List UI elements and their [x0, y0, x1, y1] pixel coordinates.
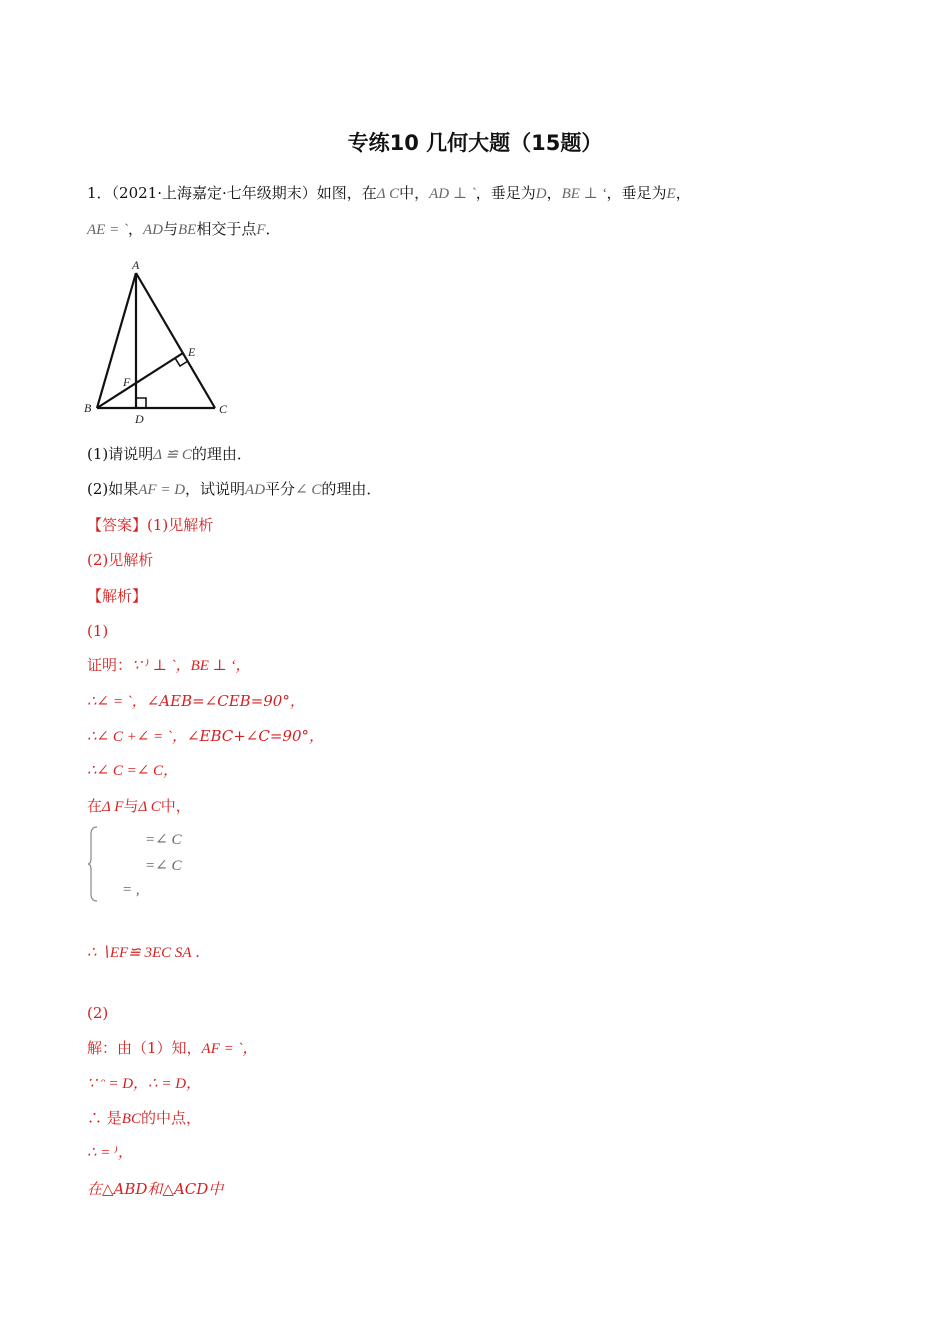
- solution-math: ∴∠ C +∠ = `: [87, 729, 172, 745]
- question-text: ，试说明: [185, 480, 246, 498]
- solution-text: 的中点，: [140, 1109, 201, 1127]
- solution-text: 与: [123, 797, 139, 815]
- solution-math: ∴∠ = `: [87, 694, 132, 710]
- side-ac: [136, 273, 215, 408]
- label-e: E: [188, 345, 196, 359]
- problem-text: 中，: [399, 184, 430, 202]
- problem-line-1: [87, 183, 691, 204]
- ad-perp-bc: AD ⊥ `: [429, 186, 476, 202]
- question-text: 平分: [265, 480, 296, 498]
- page-title: 专练10 几何大题（15题）: [347, 131, 603, 155]
- label-f: F: [123, 375, 131, 389]
- solution2-line-3: [87, 1108, 201, 1129]
- solution-math: = ,: [122, 882, 140, 898]
- right-angle-d: [136, 398, 146, 408]
- answer-1: (1)见解析: [147, 516, 214, 534]
- solution-math: Δ C: [138, 799, 161, 815]
- solution2-line-1: [87, 1038, 258, 1059]
- system-row-3: [122, 880, 140, 899]
- segment-be: BE: [177, 222, 197, 238]
- problem-text: 相交于点: [196, 220, 257, 238]
- problem-line-2: [87, 219, 281, 240]
- answer-2: (2)见解析: [87, 551, 154, 569]
- solution1-line-5: [87, 796, 191, 817]
- question-math: ∠ C: [295, 482, 322, 498]
- triangle-figure: [80, 255, 240, 430]
- problem-text: ，: [675, 184, 691, 202]
- question-text: 的理由．: [321, 480, 382, 498]
- answer-line: [87, 515, 213, 535]
- solution-math: ∵ ᵔ = D，∴ = D，: [87, 1076, 202, 1092]
- system-row-1: [145, 830, 181, 849]
- solution-math: AF = `，: [201, 1041, 258, 1057]
- solution-math: BC: [121, 1111, 141, 1127]
- question-text: (1)请说明: [87, 445, 154, 463]
- solution-math: ∴ = ⁾，: [87, 1145, 133, 1161]
- label-a: A: [132, 258, 140, 272]
- solution-text: ，∠AEB=∠CEB=90°，: [131, 692, 305, 710]
- solution-math: ∴ ∖EF≌ 3EC SA ．: [87, 945, 211, 961]
- problem-text: ，: [546, 184, 562, 202]
- problem-text: ．: [265, 220, 281, 238]
- point-e: E: [666, 186, 676, 202]
- point-d: D: [535, 186, 547, 202]
- segment-ad: AD: [142, 222, 163, 238]
- analysis-label: 【解析】: [87, 587, 148, 605]
- solution1-line-1: [87, 655, 251, 676]
- solution-text: 中，: [160, 797, 191, 815]
- solution-math: ∴∠ C =∠ C，: [87, 763, 179, 779]
- solution2-line-5: 在△ABD和△ACD中: [87, 1180, 224, 1198]
- question-math: AD: [245, 482, 266, 498]
- solution-math: =∠ C: [145, 832, 182, 848]
- problem-text: 与: [162, 220, 178, 238]
- question-math: Δ ≌ C: [153, 447, 192, 463]
- solution-text: ∴ 是: [87, 1109, 122, 1127]
- solution2-line-4: [87, 1142, 133, 1163]
- solution1-line-3: [87, 726, 324, 747]
- solution1-conclusion: [87, 942, 210, 963]
- question-1: [87, 444, 252, 465]
- system-brace: [88, 826, 98, 902]
- question-text: (2)如果: [87, 480, 139, 498]
- label-c: C: [219, 402, 228, 416]
- problem-source: （2021·上海嘉定·七年级期末）: [111, 184, 317, 202]
- question-math: AF = D: [138, 482, 186, 498]
- solution-text: 证明：: [87, 656, 133, 674]
- problem-number: 1．: [87, 184, 112, 202]
- ae-eq-be: AE = `: [87, 222, 128, 238]
- problem-text: ，: [127, 220, 143, 238]
- label-d: D: [135, 412, 144, 426]
- solution-math: ∵ ⁾ ⊥ `，BE ⊥ ‘，: [132, 658, 251, 674]
- solution-math: =∠ C: [145, 858, 182, 874]
- solution1-header: (1): [87, 622, 109, 640]
- solution-text: ，∠EBC+∠C=90°，: [171, 727, 325, 745]
- solution2-line-2: [87, 1073, 201, 1094]
- solution-math: Δ F: [102, 799, 124, 815]
- be-perp-ac: BE ⊥ ‘: [561, 186, 607, 202]
- point-f: F: [256, 222, 266, 238]
- solution1-line-2: [87, 691, 305, 712]
- problem-text: ，垂足为: [606, 184, 667, 202]
- triangle-abc: Δ C: [376, 186, 400, 202]
- answer-label: 【答案】: [87, 516, 148, 534]
- solution-text: 在: [87, 797, 103, 815]
- problem-text: ，垂足为: [475, 184, 536, 202]
- question-text: 的理由．: [191, 445, 252, 463]
- solution1-line-4: [87, 760, 178, 781]
- problem-text: 如图，在: [316, 184, 377, 202]
- label-b: B: [84, 401, 92, 415]
- solution2-header: (2): [87, 1004, 109, 1022]
- question-2: [87, 479, 381, 500]
- system-row-2: [145, 856, 181, 875]
- solution-text: 解：由（1）知，: [87, 1039, 202, 1057]
